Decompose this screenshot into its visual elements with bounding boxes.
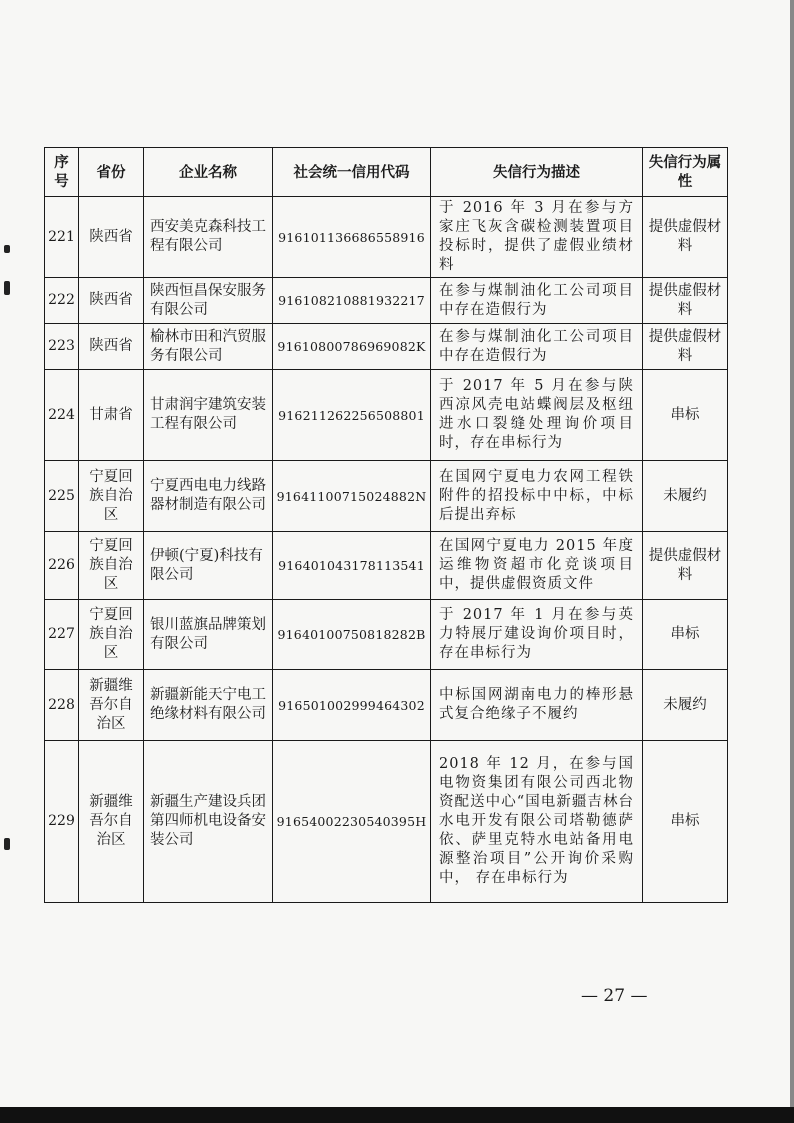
row-province: 新疆维吾尔自治区 <box>79 670 144 741</box>
row-province: 新疆维吾尔自治区 <box>79 741 144 903</box>
row-no: 221 <box>45 197 79 278</box>
row-province: 宁夏回族自治区 <box>79 532 144 600</box>
row-attribute: 未履约 <box>643 461 728 532</box>
row-attribute: 提供虚假材料 <box>643 197 728 278</box>
row-company: 西安美克森科技工程有限公司 <box>144 197 273 278</box>
row-no: 223 <box>45 324 79 370</box>
row-description: 于 2017 年 5 月在参与陕西凉风壳电站蝶阀层及枢纽进水口裂缝处理询价项目时，存在串标行为 <box>431 370 643 461</box>
header-description: 失信行为描述 <box>431 148 643 197</box>
row-credit-code: 91610800786969082K <box>273 324 431 370</box>
row-attribute: 提供虚假材料 <box>643 278 728 324</box>
row-attribute: 提供虚假材料 <box>643 532 728 600</box>
page-number: — 27 — <box>581 986 648 1006</box>
row-credit-code: 916211262256508801 <box>273 370 431 461</box>
row-province: 陕西省 <box>79 197 144 278</box>
row-province: 陕西省 <box>79 278 144 324</box>
header-attribute: 失信行为属性 <box>643 148 728 197</box>
row-company: 伊顿(宁夏)科技有限公司 <box>144 532 273 600</box>
row-no: 227 <box>45 600 79 670</box>
row-company: 榆林市田和汽贸服务有限公司 <box>144 324 273 370</box>
row-no: 229 <box>45 741 79 903</box>
header-credit-code: 社会统一信用代码 <box>273 148 431 197</box>
table-row <box>45 461 728 532</box>
row-description: 于 2017 年 1 月在参与英力特展厅建设询价项目时，存在串标行为 <box>431 600 643 670</box>
row-description: 2018 年 12 月，在参与国电物资集团有限公司西北物资配送中心“国电新疆吉林台水电开发有限公司塔勒德萨依、萨里克特水电站备用电源整治项目”公开询价采购中， 存在串标行为 <box>431 741 643 903</box>
row-description: 在参与煤制油化工公司项目中存在造假行为 <box>431 324 643 370</box>
row-credit-code: 916501002999464302 <box>273 670 431 741</box>
row-attribute: 提供虚假材料 <box>643 324 728 370</box>
table-row <box>45 600 728 670</box>
row-province: 宁夏回族自治区 <box>79 600 144 670</box>
row-province: 宁夏回族自治区 <box>79 461 144 532</box>
row-credit-code: 91610113668655891​6 <box>273 197 431 278</box>
row-attribute: 串标 <box>643 600 728 670</box>
row-company: 银川蓝旗品牌策划有限公司 <box>144 600 273 670</box>
row-credit-code: 91641100715024882N <box>273 461 431 532</box>
row-province: 陕西省 <box>79 324 144 370</box>
row-company: 新疆新能天宁电工绝缘材料有限公司 <box>144 670 273 741</box>
row-no: 224 <box>45 370 79 461</box>
binding-mark <box>4 838 10 850</box>
row-no: 222 <box>45 278 79 324</box>
row-credit-code: 916401043178113541 <box>273 532 431 600</box>
row-description: 于 2016 年 3 月在参与方家庄飞灰含碳检测装置项目投标时，提供了虚假业绩材料 <box>431 197 643 278</box>
row-credit-code: 91654002230540395H <box>273 741 431 903</box>
row-credit-code: 916108210881932217 <box>273 278 431 324</box>
row-description: 在参与煤制油化工公司项目中存在造假行为 <box>431 278 643 324</box>
row-company: 宁夏西电电力线路器材制造有限公司 <box>144 461 273 532</box>
table-row <box>45 670 728 741</box>
table-row <box>45 324 728 370</box>
row-attribute: 未履约 <box>643 670 728 741</box>
header-company: 企业名称 <box>144 148 273 197</box>
scan-edge <box>790 0 794 1123</box>
scan-bottom-edge <box>0 1107 794 1123</box>
binding-mark <box>4 245 10 253</box>
table-row <box>45 370 728 461</box>
table-row <box>45 278 728 324</box>
row-description: 在国网宁夏电力农网工程铁附件的招投标中中标，中标后提出弃标 <box>431 461 643 532</box>
row-description: 中标国网湖南电力的棒形悬式复合绝缘子不履约 <box>431 670 643 741</box>
row-company: 甘肃润宇建筑安装工程有限公司 <box>144 370 273 461</box>
row-attribute: 串标 <box>643 370 728 461</box>
binding-mark <box>4 281 10 295</box>
header-no: 序号 <box>45 148 79 197</box>
table-row <box>45 741 728 903</box>
dishonesty-table <box>44 147 728 903</box>
table-row <box>45 197 728 278</box>
header-province: 省份 <box>79 148 144 197</box>
row-province: 甘肃省 <box>79 370 144 461</box>
row-no: 225 <box>45 461 79 532</box>
table-header-row <box>45 148 728 197</box>
row-company: 新疆生产建设兵团第四师机电设备安装公司 <box>144 741 273 903</box>
row-no: 228 <box>45 670 79 741</box>
row-description: 在国网宁夏电力 2015 年度运维物资超市化竞谈项目中，提供虚假资质文件 <box>431 532 643 600</box>
table-row <box>45 532 728 600</box>
row-company: 陕西恒昌保安服务有限公司 <box>144 278 273 324</box>
row-attribute: 串标 <box>643 741 728 903</box>
row-credit-code: 91640100750818282B <box>273 600 431 670</box>
row-no: 226 <box>45 532 79 600</box>
